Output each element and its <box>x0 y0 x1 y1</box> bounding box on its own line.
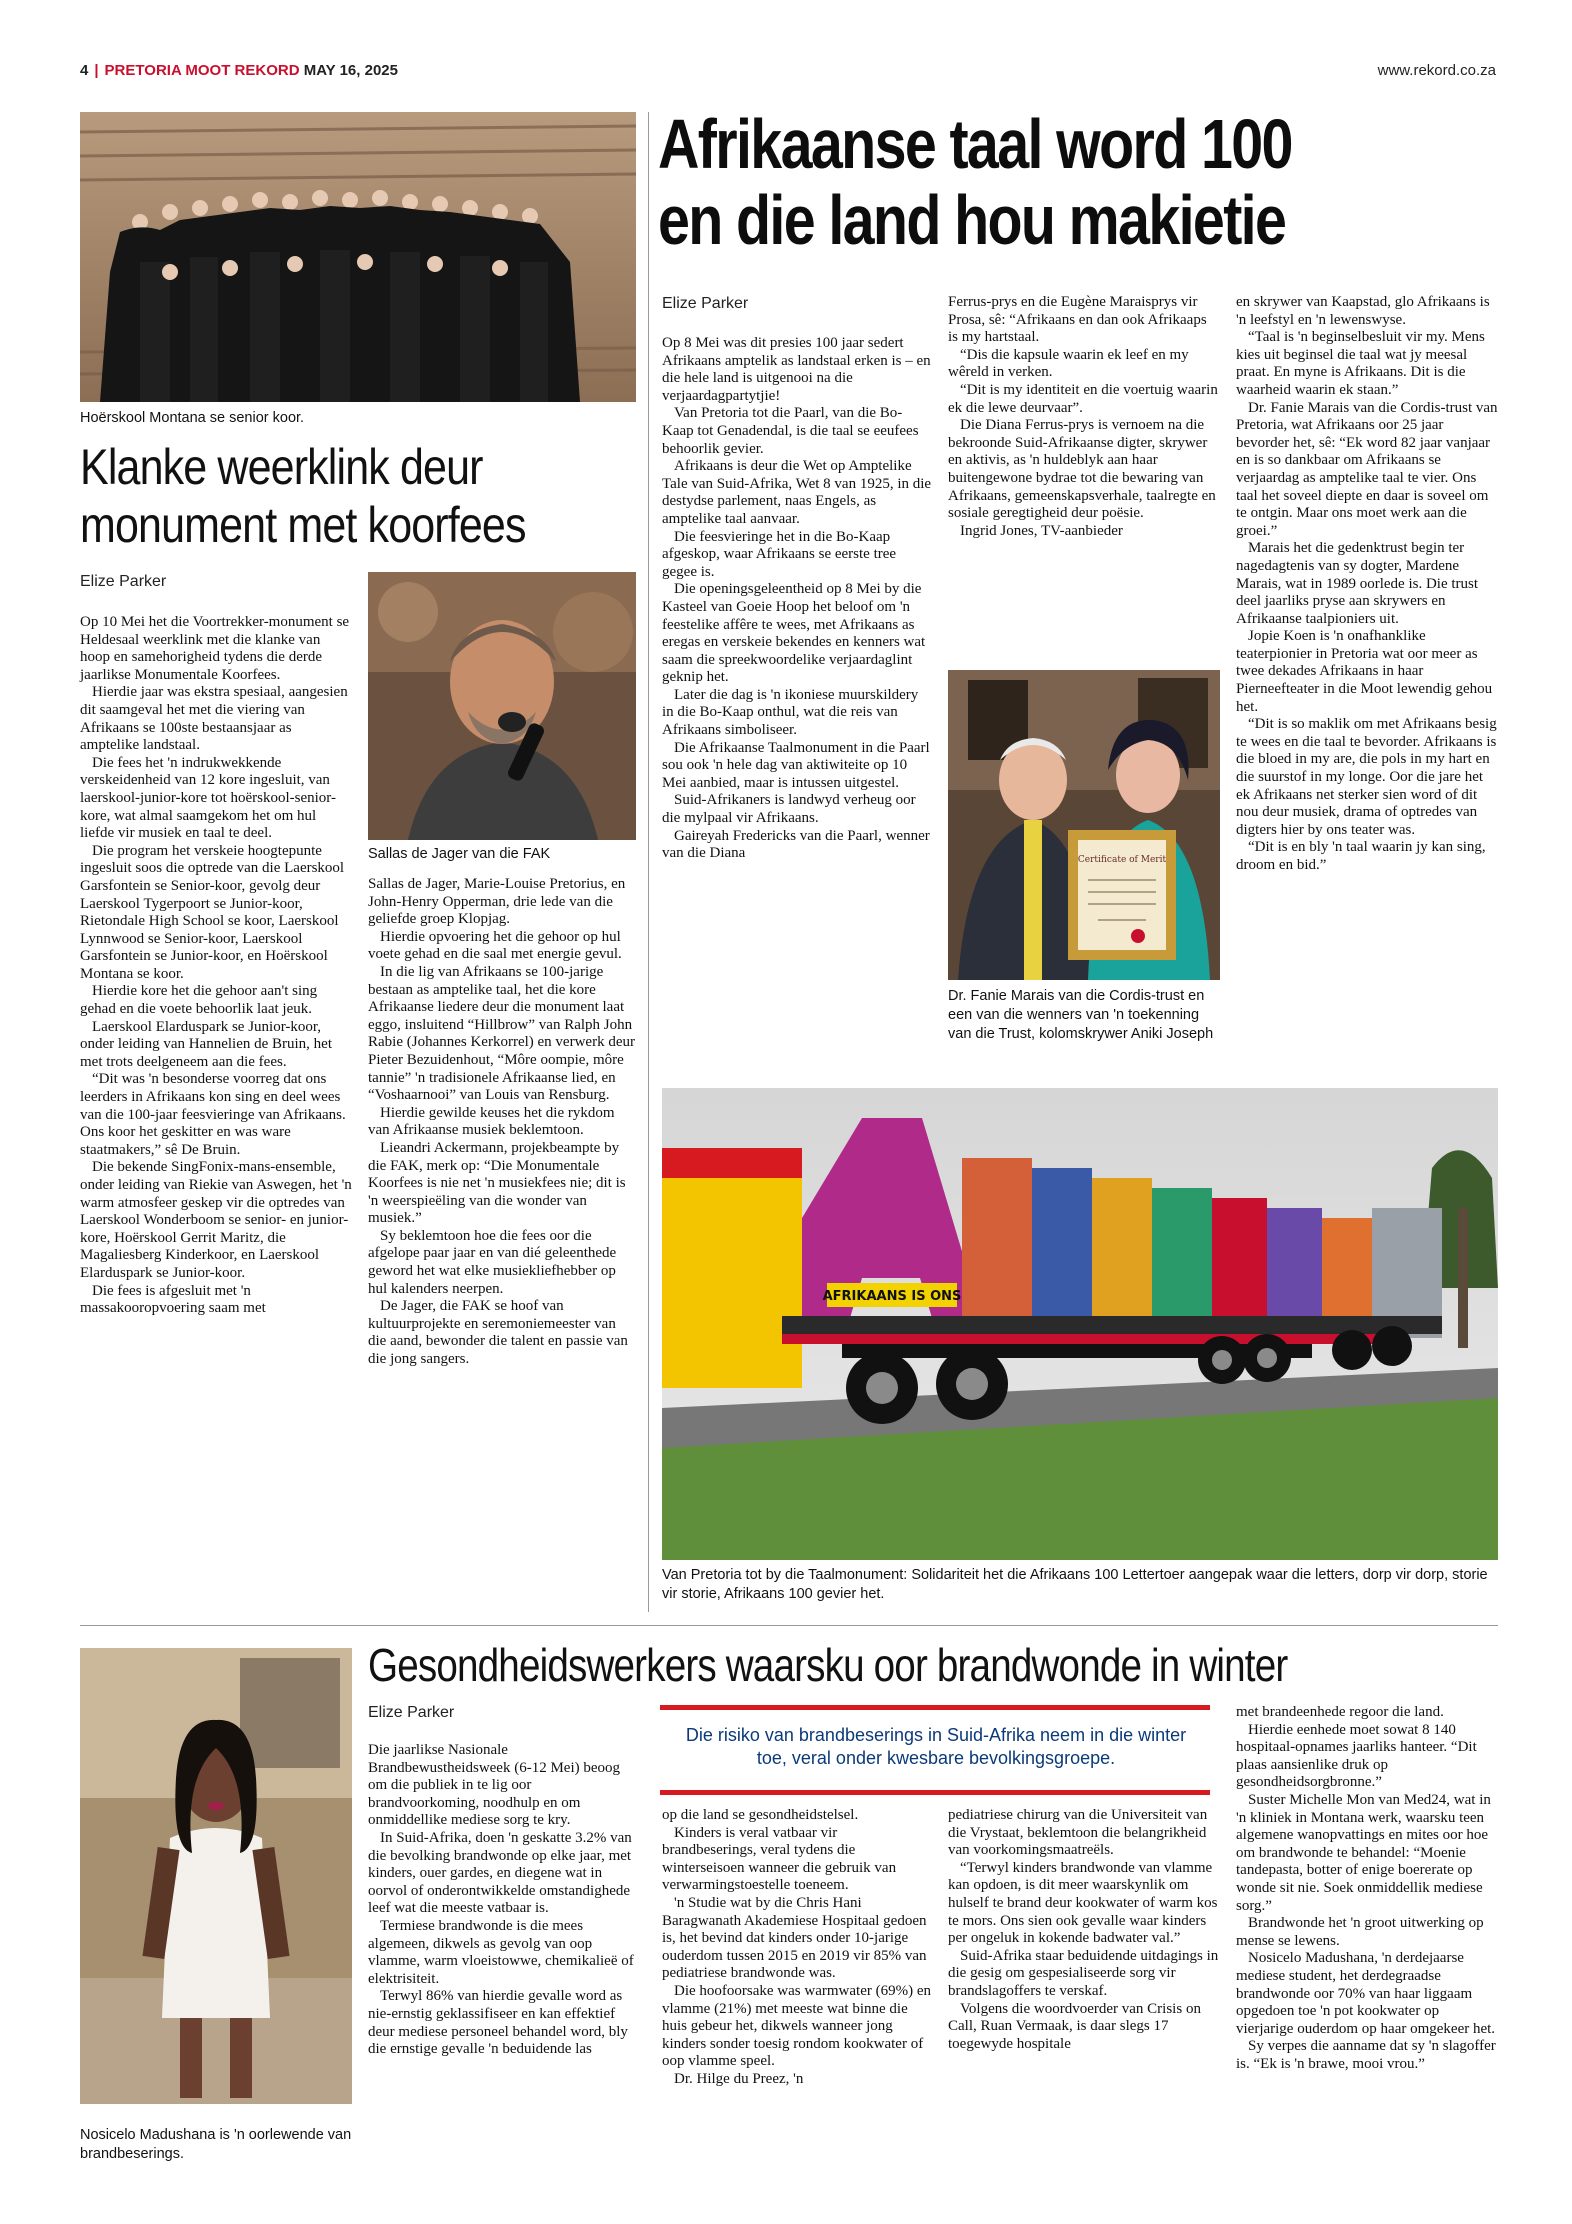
bottom-column-4 <box>1236 1704 1498 2073</box>
paragraph: Die Diana Ferrus-prys is vernoem na die bekroonde Suid-Afrikaanse digter, skrywer en aktivis, as 'n huldeblyk aan haar buitengewone bydrae tot die bewaring van Afrikaans, gemeenskapsverhale, taalregte en sosiale geregtigheid deur poësie. <box>948 417 1216 522</box>
left-headline-line2: monument met koorfees <box>80 497 526 553</box>
paragraph: “Dis die kapsule waarin ek leef en my wêreld in verken. <box>948 346 1189 381</box>
paragraph: en skrywer van Kaapstad, glo Afrikaans is 'n leefstyl en 'n lewenswyse. <box>1236 294 1490 328</box>
paragraph: Hierdie eenhede moet sowat 8 140 hospitaal-opnames jaarliks hanteer. “Dit plaas aansienlike druk op gesondheidsorgbronne.” <box>1236 1721 1477 1791</box>
paragraph: Nosicelo Madushana, 'n derdejaarse mediese student, het derdegraadse brandwonde oor 70% van haar liggaam opgedoen toe 'n pot kookwater op vierjarige ouderdom op haar omgekeer het. <box>1236 1950 1496 2037</box>
paragraph: Afrikaans is deur die Wet op Amptelike Tale van Suid-Afrika, Wet 8 van 1925, in die destydse parlement, naas Engels, as amptelike taal aanvaar. <box>662 458 932 527</box>
paragraph: Later die dag is 'n ikoniese muurskildery in die Bo-Kaap onthul, wat die reis van Afrikaans simboliseer. <box>662 686 919 739</box>
truck-photo-caption: Van Pretoria tot by die Taalmonument: Solidariteit het die Afrikaans 100 Lettertoer aangepak waar die letters, dorp vir dorp, storie vir storie, Afrikaans 100 gevier het. <box>662 1567 1488 1602</box>
paragraph: Sallas de Jager, Marie-Louise Pretorius, en John-Henry Opperman, drie lede van die geliefde groep Klopjag. <box>368 876 626 928</box>
issue-date: MAY 16, 2025 <box>303 62 398 79</box>
paragraph: Gaireyah Fredericks van die Paarl, wenner van die Diana <box>662 827 930 862</box>
paragraph: Termiese brandwonde is die mees algemeen, dikwels as gevolg van oop vlamme, warm vloeistowwe, chemikalieë of elektrisiteit. <box>368 1917 634 1987</box>
page-number: 4 <box>80 62 89 79</box>
main-column-2 <box>948 294 1220 540</box>
header-separator: | <box>94 62 99 79</box>
truck-banner-text: AFRIKAANS IS ONS <box>822 1289 962 1304</box>
paragraph: In Suid-Afrika, doen 'n geskatte 3.2% van die bevolking brandwonde op elke jaar, met kinders, ouer gardes, en diegene wat in oorvol of onderontwikkelde omstandighede leef wat die meeste vatbaar is. <box>368 1829 632 1917</box>
page-header <box>80 62 398 79</box>
marais-award-photo <box>948 670 1220 980</box>
paragraph: Die bekende SingFonix-mans-ensemble, onder leiding van Riekie van Aswegen, het 'n warm atmosfeer geskep vir die optredes van Laerskool Wonderboom se senior- en junior-kore, Hoërskool Gerrit Maritz, die Magaliesberg Kinderkoor, en Laerskool Elarduspark se Junior-koor. <box>80 1159 352 1281</box>
paragraph: Brandwonde het 'n groot uitwerking op mense se lewens. <box>1236 1915 1484 1949</box>
paragraph: Lieandri Ackermann, projekbeampte by die FAK, merk op: “Die Monumentale Koorfees is nie net 'n musiekfees nie; dit is 'n weerspieëling van die wonder van musiek.” <box>368 1139 626 1227</box>
paragraph: Die jaarlikse Nasionale Brandbewustheidsweek (6-12 Mei) beoog om die publiek in te lig oor brandvoorkoming, noodhulp en om onmiddellike mediese sorg te kry. <box>368 1742 621 1829</box>
pullquote-bottom-bar <box>660 1790 1210 1795</box>
paragraph: 'n Studie wat by die Chris Hani Baragwanath Akademiese Hospitaal gedoen is, het bevind dat kinders onder 10-jarige ouderdom tussen 2015 en 2019 vir 85% van pediatriese brandwonde was. <box>662 1894 927 1982</box>
left-headline-line1: Klanke weerklink deur <box>80 439 483 495</box>
bottom-column-1 <box>368 1742 640 2059</box>
paragraph: Kinders is veral vatbaar vir brandbeserings, veral tydens die winterseisoen wanneer die gebruik van verwarmingstoestelle toeneem. <box>662 1824 897 1894</box>
paragraph: Die feesvieringe het in die Bo-Kaap afgeskop, waar Afrikaans se eerste tree gegee is. <box>662 528 897 580</box>
bottom-column-3 <box>948 1807 1220 2053</box>
paragraph: Ferrus-prys en die Eugène Maraisprys vir Prosa, sê: “Afrikaans en dan ook Afrikaaps is my hartstaal. <box>948 294 1207 346</box>
sallas-de-jager-photo <box>368 572 636 840</box>
bottom-column-2 <box>662 1807 934 2089</box>
paragraph: op die land se gesondheidstelsel. <box>662 1807 859 1823</box>
paragraph: Suid-Afrikaners is landwyd verheug oor die mylpaal vir Afrikaans. <box>662 792 916 827</box>
paragraph: “Dit is so maklik om met Afrikaans besig te wees en die taal te bevorder. Afrikaans is die bloed in my are, die pols in my hart en die suurstof in my longe. Oor die jare het ek Afrikaans net sterker sien word of dit nou deur musiek, drama of optredes van digters hier by ons teater was. <box>1236 716 1497 838</box>
marais-photo-caption: Dr. Fanie Marais van die Cordis-trust en een van die wenners van 'n toekenning van die Trust, kolomskrywer Aniki Joseph <box>948 988 1214 1042</box>
bottom-byline: Elize Parker <box>368 1704 455 1721</box>
paragraph: “Taal is 'n beginselbesluit vir my. Mens kies uit beginsel die taal wat jy meesal praat. En myne is Afrikaans. Dit is die waarheid waarin ek staan.” <box>1236 329 1485 398</box>
paragraph: Die hoofoorsake was warmwater (69%) en vlamme (21%) met meeste wat binne die huis gebeur het, dikwels wanneer jong kinders sonder toesig rondom kookwater of oop vlamme speel. <box>662 1982 931 2070</box>
paragraph: Dr. Hilge du Preez, 'n <box>674 2070 804 2087</box>
left-byline: Elize Parker <box>80 573 167 590</box>
paragraph: Op 10 Mei het die Voortrekker-monument se Heldesaal weerklink met die klanke van hoop en samehorigheid tydens die derde jaarlikse Monumentale Koorfees. <box>80 614 350 683</box>
paragraph: Terwyl 86% van hierdie gevalle word as nie-ernstig geklassifiseer en kan effektief deur mediese personeel behandel word, bly die ernstige gevalle 'n beduidende las <box>368 1988 628 2058</box>
left-column-2 <box>368 876 636 1369</box>
paragraph: Die Afrikaanse Taalmonument in die Paarl sou ook 'n hele dag van aktiwiteite op 10 Mei aanbied, maar is intussen uitgestel. <box>662 739 930 791</box>
publication-name: PRETORIA MOOT REKORD <box>104 62 300 79</box>
main-headline-line1: Afrikaanse taal word 100 <box>658 105 1292 183</box>
paragraph: Sy verpes die aanname dat sy 'n slagoffer is. “Ek is 'n brawe, mooi vrou.” <box>1236 2038 1496 2072</box>
paragraph: met brandeenhede regoor die land. <box>1236 1704 1444 1720</box>
paragraph: Hierdie kore het die gehoor aan't sing gehad en die voete behoorlik laat jeuk. <box>80 983 318 1018</box>
paragraph: Laerskool Elarduspark se Junior-koor, onder leiding van Hannelien de Bruin, het met trots deelgeneem aan die fees. <box>80 1018 333 1070</box>
paragraph: “Dit is en bly 'n taal waarin jy kan sing, droom en bid.” <box>1236 839 1486 873</box>
main-column-1 <box>662 335 932 863</box>
nosicelo-photo-caption: Nosicelo Madushana is 'n oorlewende van brandbeserings. <box>80 2127 352 2162</box>
main-column-3 <box>1236 294 1498 875</box>
main-byline: Elize Parker <box>662 295 749 312</box>
choir-photo-caption: Hoërskool Montana se senior koor. <box>80 410 305 426</box>
paragraph: Ingrid Jones, TV-aanbieder <box>960 522 1123 539</box>
main-headline-line2: en die land hou makietie <box>658 181 1286 259</box>
paragraph: Hierdie opvoering het die gehoor op hul voete gehad en die saal met energie gevul. <box>368 928 622 963</box>
website-link[interactable]: www.rekord.co.za <box>1377 62 1496 79</box>
paragraph: Die program het verskeie hoogtepunte ingesluit soos die optrede van die Laerskool Garsfontein se Senior-koor, gevolg deur Laerskool Tygerpoort se Junior-koor, Rietondale High School se koor, Laerskool Lynnwood se Senior-koor, Laerskool Garsfontein se Junior-koor, en Hoërskool Montana se koor. <box>80 842 345 982</box>
paragraph: “Terwyl kinders brandwonde van vlamme kan opdoen, is dit meer waarskynlik om hulself te brand deur kookwater of warm kos te mors. Ons sien ook gevalle waar kinders per ongeluk in kokende badwater val.” <box>948 1859 1218 1947</box>
pullquote-top-bar <box>660 1705 1210 1710</box>
paragraph: Die fees is afgesluit met 'n massakooropvoering saam met <box>80 1282 266 1317</box>
paragraph: Volgens die woordvoerder van Crisis on Call, Ruan Vermaak, is daar slegs 17 toegewyde hospitale <box>948 2000 1201 2052</box>
paragraph: Die openingsgeleentheid op 8 Mei by die Kasteel van Goeie Hoop het beloof om 'n feestelike affêre te wees, met Afrikaans as eregas en verskeie bekendes en kenners wat saam die spreekwoordelike verjaardaglint geknip het. <box>662 581 926 686</box>
paragraph: Hierdie jaar was ekstra spesiaal, aangesien dit saamgeval het met die viering van Afrikaans se 100ste bestaansjaar as amptelike landstaal. <box>80 684 348 754</box>
nosicelo-madushana-photo <box>80 1648 352 2104</box>
paragraph: Op 8 Mei was dit presies 100 jaar sedert Afrikaans amptelik as landstaal erken is – en die hele land is uitgenooi na die verjaardagpartytjie! <box>662 335 931 404</box>
letter-tour-truck-photo <box>662 1088 1498 1560</box>
paragraph: Jopie Koen is 'n onafhanklike teaterpionier in Pretoria wat oor meer as twee dekades Afrikaans in haar Pierneefteater in die Moot lewendig gehou het. <box>1236 628 1493 715</box>
paragraph: In die lig van Afrikaans se 100-jarige bestaan as amptelike taal, het die kore Afrikaanse liedere deur die monument laat eggo, insluitend “Hillbrow” van Ralph John Rabie (Johannes Kerkorrel) en verwerk deur Pieter Bezuidenhout, “Môre oompie, môre tannie” 'n tradisionele Afrikaanse lied, en “Voshaarnooi” van Louis van Rensburg. <box>368 963 635 1104</box>
column-divider <box>648 112 649 1612</box>
paragraph: Hierdie gewilde keuses het die rykdom van Afrikaanse musiek beklemtoon. <box>368 1104 615 1139</box>
paragraph: Sy beklemtoon hoe die fees oor die afgelope paar jaar en van dié geleenthede geword het wat elke musiekliefhebber op hul kalenders neerpen. <box>368 1227 617 1297</box>
section-divider <box>80 1625 1498 1626</box>
choir-photo <box>80 112 636 402</box>
pullquote: Die risiko van brandbeserings in Suid-Afrika neem in die winter toe, veral onder kwesbare bevolkingsgroepe. <box>685 1725 1187 1768</box>
paragraph: Die fees het 'n indrukwekkende verskeidenheid van 12 kore ingesluit, van laerskool-junior-kore tot hoërskool-senior-kore, wat almal saamgekom het om hul liefde vir musiek en taal te deel. <box>80 754 336 842</box>
paragraph: Suster Michelle Mon van Med24, wat in 'n kliniek in Montana werk, waarsku teen algemene wanopvattings en mites oor hoe om brandwonde te behandel: “Moenie tandepasta, botter of enige boererate op wonde sit nie. Soek onmiddellik mediese sorg.” <box>1236 1791 1491 1914</box>
paragraph: Suid-Afrika staar beduidende uitdagings in die gesig om gespesialiseerde sorg vir brandslagoffers te verskaf. <box>948 1947 1219 1999</box>
paragraph: Van Pretoria tot die Paarl, van die Bo-Kaap tot Genadendal, is die taal se eeufees behoorlik gevier. <box>662 405 919 457</box>
paragraph: “Dit is my identiteit en die voertuig waarin ek die lewe deurvaar”. <box>948 381 1218 416</box>
left-column-1 <box>80 614 352 1318</box>
paragraph: “Dit was 'n besonderse voorreg dat ons leerders in Afrikaans kon sing en deel wees van die 100-jaar feesvieringe van Afrikaans. Ons koor het geskitter en was ware staatmakers,” sê De Bruin. <box>80 1071 346 1158</box>
paragraph: Dr. Fanie Marais van die Cordis-trust van Pretoria, wat Afrikaans oor 25 jaar bevorder het, sê: “Ek word 82 jaar vanjaar en is so dankbaar om Afrikaans se verjaardag as amptelike taal te vier. Ons taal het soveel diepte en daar is soveel om te ontgin. Maar ons moet werk aan die groei.” <box>1236 399 1498 539</box>
paragraph: De Jager, die FAK se hoof van kultuurprojekte en seremoniemeester van die aand, bewonder die talent en passie van die jong sangers. <box>368 1298 628 1368</box>
sallas-photo-caption: Sallas de Jager van die FAK <box>368 846 551 862</box>
paragraph: Marais het die gedenktrust begin ter nagedagtenis van sy dogter, Mardene Marais, wat in 1989 oorlede is. Die trust deel jaarliks pryse aan skrywers en Afrikaanse taalpioniers uit. <box>1236 540 1479 627</box>
paragraph: pediatriese chirurg van die Universiteit van die Vrystaat, beklemtoon die belangrikheid van voorkomingsmaatreëls. <box>948 1807 1208 1859</box>
bottom-headline: Gesondheidswerkers waarsku oor brandwonde in winter <box>368 1639 1288 1691</box>
certificate-text: Certificate of Merit <box>1077 855 1167 865</box>
